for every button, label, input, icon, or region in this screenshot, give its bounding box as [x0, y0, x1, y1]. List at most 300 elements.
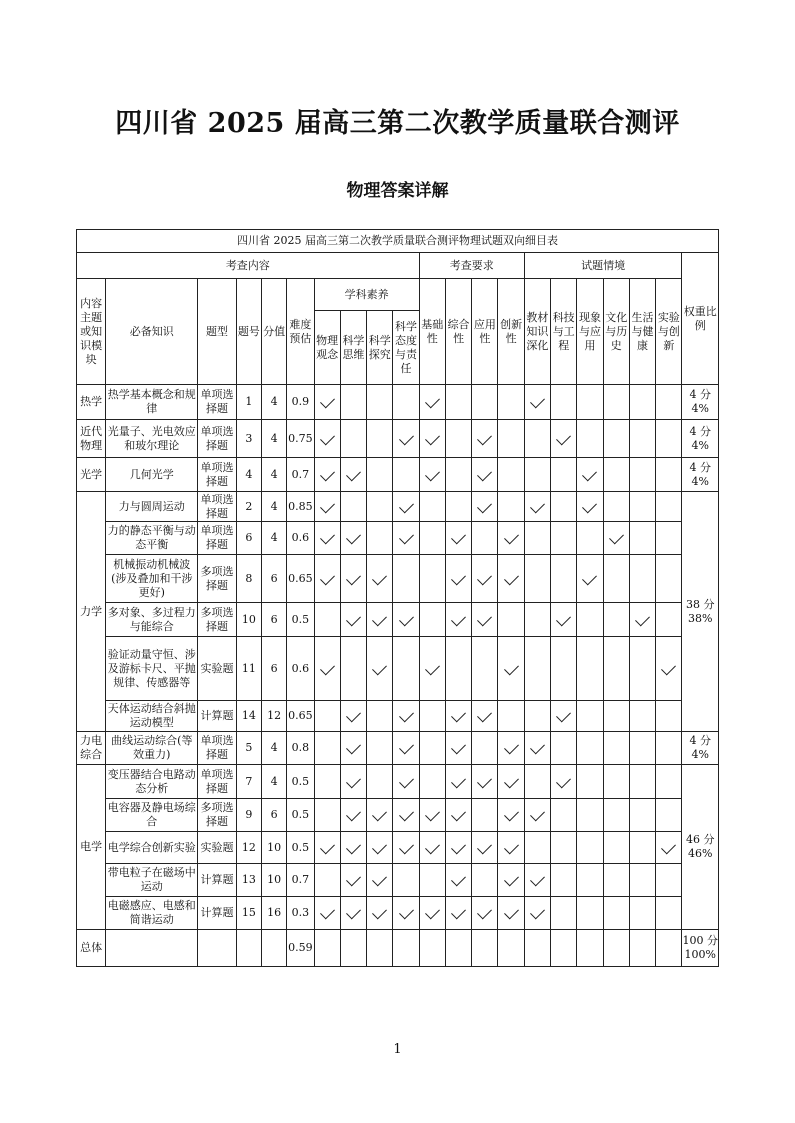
criterion-cell	[445, 555, 471, 603]
header-type: 题型	[198, 279, 236, 385]
knowledge-cell: 热学基本概念和规律	[106, 385, 198, 420]
criterion-cell	[603, 930, 629, 967]
criterion-cell	[367, 385, 393, 420]
check-mark-icon	[425, 466, 440, 481]
criterion-header: 科学态度与责任	[393, 311, 419, 385]
check-mark-icon	[372, 611, 387, 626]
criterion-cell	[551, 832, 577, 864]
criterion-cell	[629, 864, 655, 897]
criterion-cell	[498, 555, 524, 603]
criterion-cell	[603, 732, 629, 765]
specification-table	[76, 229, 719, 967]
header-content: 考查内容	[77, 253, 420, 279]
criterion-cell	[656, 832, 682, 864]
criterion-cell	[629, 522, 655, 555]
criterion-cell	[577, 522, 603, 555]
difficulty-cell: 0.5	[287, 832, 314, 864]
criterion-cell	[340, 603, 366, 637]
check-mark-icon	[346, 708, 361, 723]
question-type-cell: 单项选择题	[198, 385, 236, 420]
criterion-header: 创新性	[498, 279, 524, 385]
check-mark-icon	[477, 430, 492, 445]
criterion-cell	[629, 603, 655, 637]
knowledge-cell: 电学综合创新实验	[106, 832, 198, 864]
criterion-cell	[445, 864, 471, 897]
difficulty-cell: 0.8	[287, 732, 314, 765]
table-row	[77, 732, 719, 765]
criterion-cell	[393, 897, 419, 930]
check-mark-icon	[320, 530, 335, 545]
criterion-cell	[314, 637, 340, 701]
score-cell: 6	[261, 603, 286, 637]
score-cell: 4	[261, 492, 286, 522]
criterion-cell	[472, 492, 498, 522]
difficulty-cell: 0.5	[287, 765, 314, 799]
table-row	[77, 603, 719, 637]
question-type-cell: 单项选择题	[198, 732, 236, 765]
criterion-cell	[577, 765, 603, 799]
criterion-cell	[524, 637, 550, 701]
criterion-cell	[445, 832, 471, 864]
criterion-cell	[472, 637, 498, 701]
criterion-cell	[445, 765, 471, 799]
criterion-cell	[445, 637, 471, 701]
criterion-cell	[629, 492, 655, 522]
check-mark-icon	[504, 905, 519, 920]
difficulty-cell: 0.6	[287, 522, 314, 555]
topic-cell: 近代物理	[77, 420, 106, 458]
knowledge-cell: 力的静态平衡与动态平衡	[106, 522, 198, 555]
table-row	[77, 701, 719, 732]
question-number-cell: 8	[236, 555, 261, 603]
check-mark-icon	[320, 430, 335, 445]
question-number-cell: 4	[236, 458, 261, 492]
question-number-cell: 2	[236, 492, 261, 522]
question-type-cell: 多项选择题	[198, 603, 236, 637]
criterion-header: 物理观念	[314, 311, 340, 385]
criterion-cell	[603, 897, 629, 930]
criterion-cell	[419, 897, 445, 930]
criterion-cell	[524, 799, 550, 832]
criterion-cell	[629, 765, 655, 799]
check-mark-icon	[425, 839, 440, 854]
question-number-cell	[236, 930, 261, 967]
check-mark-icon	[556, 708, 571, 723]
difficulty-cell: 0.5	[287, 603, 314, 637]
difficulty-cell: 0.7	[287, 864, 314, 897]
criterion-cell	[551, 701, 577, 732]
criterion-cell	[524, 492, 550, 522]
difficulty-cell: 0.5	[287, 799, 314, 832]
check-mark-icon	[372, 905, 387, 920]
criterion-cell	[367, 732, 393, 765]
check-mark-icon	[504, 807, 519, 822]
table-caption-row	[77, 230, 719, 253]
page-number: 1	[393, 1042, 402, 1057]
criterion-cell	[419, 832, 445, 864]
criterion-cell	[524, 765, 550, 799]
criterion-cell	[498, 522, 524, 555]
criterion-cell	[340, 420, 366, 458]
criterion-cell	[419, 458, 445, 492]
criterion-cell	[577, 637, 603, 701]
criterion-cell	[340, 555, 366, 603]
check-mark-icon	[346, 740, 361, 755]
score-cell	[261, 930, 286, 967]
criterion-cell	[472, 799, 498, 832]
score-cell: 4	[261, 522, 286, 555]
score-cell: 4	[261, 385, 286, 420]
criterion-cell	[498, 930, 524, 967]
header-score: 分值	[261, 279, 286, 385]
criterion-cell	[524, 522, 550, 555]
check-mark-icon	[504, 872, 519, 887]
criterion-cell	[498, 420, 524, 458]
criterion-cell	[393, 832, 419, 864]
criterion-cell	[367, 765, 393, 799]
criterion-cell	[419, 385, 445, 420]
criterion-cell	[577, 492, 603, 522]
criterion-cell	[629, 799, 655, 832]
criterion-cell	[498, 492, 524, 522]
criterion-cell	[314, 458, 340, 492]
criterion-cell	[340, 458, 366, 492]
criterion-cell	[393, 385, 419, 420]
check-mark-icon	[504, 530, 519, 545]
criterion-cell	[524, 930, 550, 967]
criterion-cell	[419, 420, 445, 458]
table-row	[77, 832, 719, 864]
total-label: 总体	[77, 930, 106, 967]
header-literacy: 学科素养	[314, 279, 419, 311]
criterion-cell	[340, 799, 366, 832]
criterion-cell	[314, 701, 340, 732]
total-row	[77, 930, 719, 967]
criterion-cell	[629, 832, 655, 864]
criterion-cell	[498, 799, 524, 832]
criterion-cell	[367, 637, 393, 701]
criterion-cell	[472, 765, 498, 799]
criterion-cell	[656, 897, 682, 930]
check-mark-icon	[372, 872, 387, 887]
weight-cell: 4 分 4%	[682, 732, 719, 765]
criterion-cell	[419, 732, 445, 765]
question-number-cell: 14	[236, 701, 261, 732]
check-mark-icon	[477, 570, 492, 585]
criterion-cell	[472, 420, 498, 458]
knowledge-cell: 带电粒子在磁场中运动	[106, 864, 198, 897]
question-type-cell: 实验题	[198, 832, 236, 864]
check-mark-icon	[477, 839, 492, 854]
difficulty-cell: 0.3	[287, 897, 314, 930]
criterion-cell	[367, 864, 393, 897]
criterion-cell	[393, 732, 419, 765]
check-mark-icon	[661, 660, 676, 675]
knowledge-cell	[106, 930, 198, 967]
criterion-cell	[524, 832, 550, 864]
check-mark-icon	[425, 807, 440, 822]
literacy-header-row	[77, 279, 719, 311]
check-mark-icon	[609, 530, 624, 545]
check-mark-icon	[661, 839, 676, 854]
score-cell: 10	[261, 864, 286, 897]
topic-cell: 光学	[77, 458, 106, 492]
knowledge-cell: 电磁感应、电感和简谐运动	[106, 897, 198, 930]
difficulty-cell: 0.7	[287, 458, 314, 492]
score-cell: 12	[261, 701, 286, 732]
criterion-cell	[577, 701, 603, 732]
knowledge-cell: 几何光学	[106, 458, 198, 492]
criterion-cell	[498, 458, 524, 492]
check-mark-icon	[477, 466, 492, 481]
criterion-header: 实验与创新	[656, 279, 682, 385]
criterion-cell	[577, 930, 603, 967]
check-mark-icon	[530, 740, 545, 755]
criterion-cell	[551, 492, 577, 522]
criterion-cell	[603, 603, 629, 637]
difficulty-cell: 0.6	[287, 637, 314, 701]
check-mark-icon	[504, 660, 519, 675]
check-mark-icon	[451, 570, 466, 585]
criterion-cell	[340, 864, 366, 897]
score-cell: 4	[261, 765, 286, 799]
check-mark-icon	[372, 807, 387, 822]
check-mark-icon	[399, 498, 414, 513]
criterion-cell	[551, 603, 577, 637]
header-requirements: 考查要求	[419, 253, 524, 279]
score-cell: 4	[261, 420, 286, 458]
criterion-header: 科技与工程	[551, 279, 577, 385]
criterion-cell	[656, 930, 682, 967]
check-mark-icon	[477, 708, 492, 723]
criterion-cell	[551, 385, 577, 420]
criterion-header: 基础性	[419, 279, 445, 385]
criterion-cell	[367, 897, 393, 930]
difficulty-cell: 0.65	[287, 555, 314, 603]
criterion-cell	[472, 897, 498, 930]
table-row	[77, 897, 719, 930]
page-subtitle: 物理答案详解	[346, 181, 449, 201]
table-row	[77, 492, 719, 522]
criterion-cell	[419, 765, 445, 799]
table-row	[77, 864, 719, 897]
table-row	[77, 420, 719, 458]
weight-cell: 4 分 4%	[682, 458, 719, 492]
criterion-cell	[524, 732, 550, 765]
question-number-cell: 3	[236, 420, 261, 458]
criterion-cell	[629, 701, 655, 732]
check-mark-icon	[372, 839, 387, 854]
topic-cell: 热学	[77, 385, 106, 420]
criterion-cell	[393, 765, 419, 799]
criterion-cell	[524, 458, 550, 492]
table-row	[77, 555, 719, 603]
criterion-header: 应用性	[472, 279, 498, 385]
criterion-cell	[629, 555, 655, 603]
criterion-cell	[472, 603, 498, 637]
check-mark-icon	[530, 498, 545, 513]
criterion-cell	[314, 492, 340, 522]
criterion-cell	[445, 897, 471, 930]
criterion-cell	[314, 522, 340, 555]
criterion-cell	[656, 555, 682, 603]
weight-cell: 38 分 38%	[682, 492, 719, 732]
check-mark-icon	[530, 872, 545, 887]
criterion-cell	[445, 930, 471, 967]
criterion-cell	[498, 701, 524, 732]
criterion-cell	[603, 864, 629, 897]
check-mark-icon	[399, 807, 414, 822]
criterion-cell	[393, 555, 419, 603]
criterion-cell	[577, 799, 603, 832]
criterion-cell	[498, 765, 524, 799]
check-mark-icon	[399, 430, 414, 445]
criterion-cell	[577, 832, 603, 864]
question-number-cell: 1	[236, 385, 261, 420]
criterion-cell	[577, 864, 603, 897]
criterion-cell	[445, 522, 471, 555]
check-mark-icon	[320, 498, 335, 513]
criterion-cell	[498, 637, 524, 701]
criterion-cell	[629, 732, 655, 765]
score-cell: 6	[261, 637, 286, 701]
check-mark-icon	[372, 570, 387, 585]
difficulty-cell: 0.9	[287, 385, 314, 420]
criterion-cell	[472, 930, 498, 967]
criterion-cell	[524, 701, 550, 732]
criterion-cell	[656, 701, 682, 732]
criterion-cell	[551, 522, 577, 555]
header-weight: 权重比例	[682, 253, 719, 385]
check-mark-icon	[425, 905, 440, 920]
question-type-cell: 单项选择题	[198, 522, 236, 555]
criterion-cell	[367, 555, 393, 603]
table-caption: 四川省 2025 届高三第二次教学质量联合测评物理试题双向细目表	[77, 230, 719, 253]
question-number-cell: 12	[236, 832, 261, 864]
difficulty-cell: 0.85	[287, 492, 314, 522]
check-mark-icon	[425, 660, 440, 675]
criterion-cell	[419, 603, 445, 637]
check-mark-icon	[504, 740, 519, 755]
question-number-cell: 9	[236, 799, 261, 832]
check-mark-icon	[504, 773, 519, 788]
criterion-cell	[340, 732, 366, 765]
criterion-cell	[419, 799, 445, 832]
check-mark-icon	[635, 611, 650, 626]
criterion-cell	[340, 522, 366, 555]
criterion-cell	[472, 522, 498, 555]
check-mark-icon	[451, 872, 466, 887]
question-type-cell: 单项选择题	[198, 420, 236, 458]
criterion-cell	[419, 701, 445, 732]
question-type-cell: 计算题	[198, 701, 236, 732]
criterion-cell	[577, 603, 603, 637]
check-mark-icon	[504, 570, 519, 585]
criterion-cell	[656, 522, 682, 555]
criterion-cell	[340, 637, 366, 701]
check-mark-icon	[346, 466, 361, 481]
criterion-cell	[603, 420, 629, 458]
criterion-cell	[656, 732, 682, 765]
criterion-cell	[551, 864, 577, 897]
criterion-cell	[551, 555, 577, 603]
criterion-cell	[629, 637, 655, 701]
criterion-cell	[472, 832, 498, 864]
criterion-cell	[603, 832, 629, 864]
criterion-header: 生活与健康	[629, 279, 655, 385]
total-weight: 100 分 100%	[682, 930, 719, 967]
criterion-cell	[314, 385, 340, 420]
criterion-cell	[577, 732, 603, 765]
question-number-cell: 5	[236, 732, 261, 765]
criterion-cell	[524, 603, 550, 637]
criterion-cell	[314, 864, 340, 897]
group-header-row	[77, 253, 719, 279]
check-mark-icon	[477, 773, 492, 788]
question-number-cell: 13	[236, 864, 261, 897]
check-mark-icon	[399, 839, 414, 854]
question-number-cell: 11	[236, 637, 261, 701]
topic-cell: 力学	[77, 492, 106, 732]
question-type-cell: 计算题	[198, 897, 236, 930]
check-mark-icon	[372, 660, 387, 675]
criterion-header: 现象与应用	[577, 279, 603, 385]
criterion-cell	[656, 799, 682, 832]
question-number-cell: 6	[236, 522, 261, 555]
criterion-cell	[551, 799, 577, 832]
criterion-cell	[393, 458, 419, 492]
criterion-cell	[524, 864, 550, 897]
check-mark-icon	[477, 611, 492, 626]
criterion-cell	[340, 765, 366, 799]
check-mark-icon	[451, 905, 466, 920]
knowledge-cell: 电容器及静电场综合	[106, 799, 198, 832]
check-mark-icon	[425, 430, 440, 445]
check-mark-icon	[346, 530, 361, 545]
criterion-cell	[393, 603, 419, 637]
criterion-cell	[419, 930, 445, 967]
criterion-cell	[419, 864, 445, 897]
criterion-cell	[314, 420, 340, 458]
table-row	[77, 765, 719, 799]
criterion-cell	[551, 637, 577, 701]
criterion-cell	[656, 420, 682, 458]
knowledge-cell: 多对象、多过程力与能综合	[106, 603, 198, 637]
check-mark-icon	[451, 773, 466, 788]
check-mark-icon	[399, 611, 414, 626]
check-mark-icon	[346, 570, 361, 585]
criterion-cell	[603, 458, 629, 492]
criterion-cell	[551, 765, 577, 799]
criterion-cell	[445, 492, 471, 522]
knowledge-cell: 验证动量守恒、涉及游标卡尺、平抛规律、传感器等	[106, 637, 198, 701]
criterion-cell	[603, 765, 629, 799]
criterion-cell	[472, 555, 498, 603]
criterion-cell	[603, 637, 629, 701]
criterion-cell	[445, 458, 471, 492]
criterion-cell	[551, 732, 577, 765]
table-row	[77, 799, 719, 832]
criterion-cell	[524, 555, 550, 603]
criterion-cell	[340, 832, 366, 864]
question-number-cell: 15	[236, 897, 261, 930]
difficulty-cell: 0.75	[287, 420, 314, 458]
criterion-cell	[419, 637, 445, 701]
check-mark-icon	[320, 660, 335, 675]
check-mark-icon	[320, 905, 335, 920]
criterion-header: 教材知识深化	[524, 279, 550, 385]
criterion-cell	[629, 420, 655, 458]
